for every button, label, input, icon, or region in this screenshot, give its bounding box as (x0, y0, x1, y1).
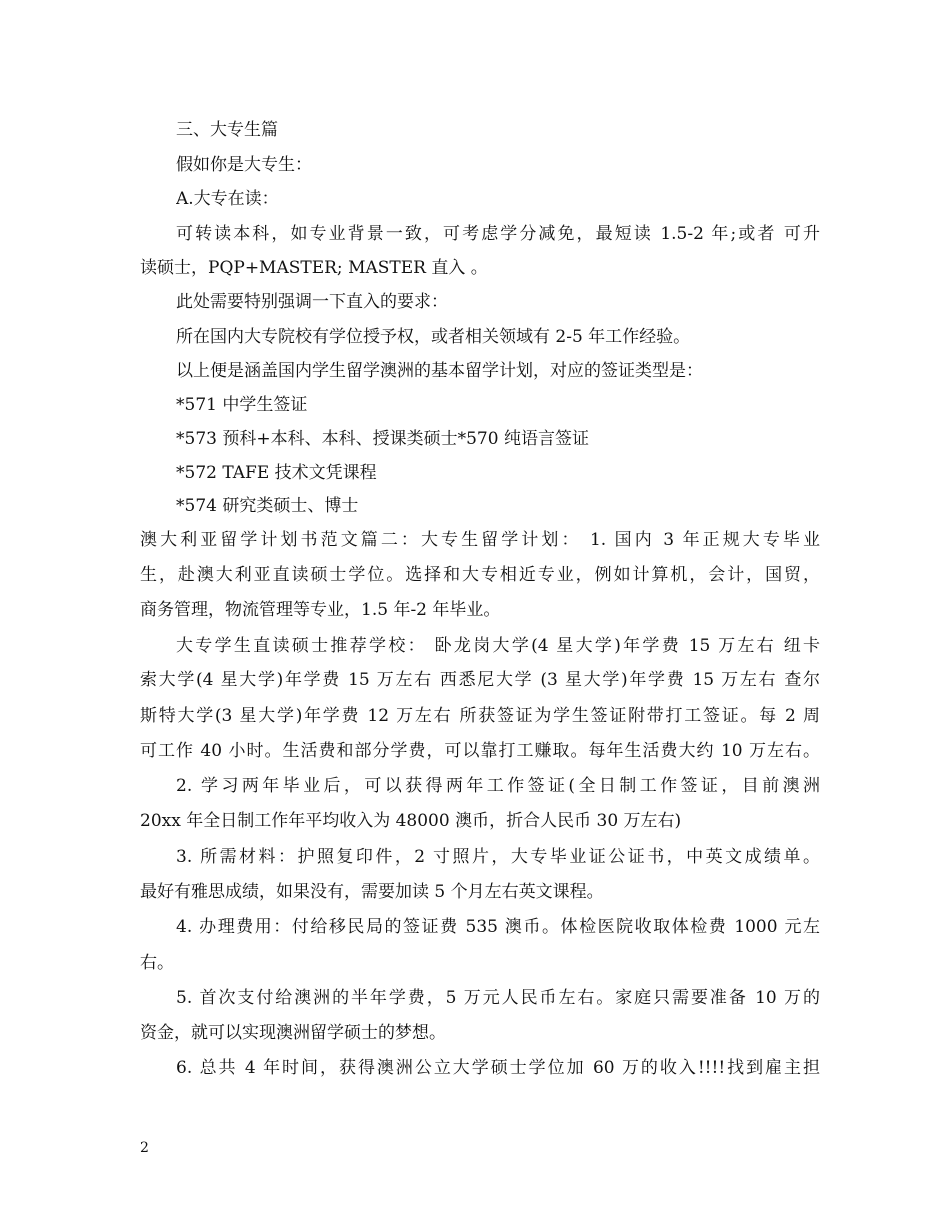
paragraph-line: 6. 总共 4 年时间，获得澳洲公立大学硕士学位加 60 万的收入!!!!找到雇主担 (176, 1058, 820, 1078)
paragraph-line: 最好有雅思成绩，如果没有，需要加读 5 个月左右英文课程。 (140, 882, 604, 902)
visa-list-item: *572 TAFE 技术文凭课程 (176, 463, 377, 483)
paragraph-line: 大专学生直读硕士推荐学校： 卧龙岗大学(4 星大学)年学费 15 万左右 纽卡 (176, 636, 820, 656)
paragraph-line: 所在国内大专院校有学位授予权，或者相关领域有 2-5 年工作经验。 (176, 327, 691, 347)
paragraph-line: 假如你是大专生： (176, 155, 312, 175)
paragraph-line: 读硕士，PQP+MASTER; MASTER 直入 。 (140, 258, 488, 278)
paragraph-line: 右。 (140, 953, 174, 973)
paragraph-line: 可转读本科，如专业背景一致，可考虑学分减免，最短读 1.5-2 年;或者 可升 (176, 224, 820, 244)
page-number: 2 (140, 1140, 149, 1156)
paragraph-line: 以上便是涵盖国内学生留学澳洲的基本留学计划，对应的签证类型是： (176, 361, 703, 381)
visa-list-item: *571 中学生签证 (176, 395, 308, 415)
paragraph-line: 20xx 年全日制工作年平均收入为 48000 澳币，折合人民币 30 万左右) (140, 811, 682, 831)
paragraph-line: 4. 办理费用：付给移民局的签证费 535 澳币。体检医院收取体检费 1000 元左 (176, 917, 820, 937)
paragraph-line: 商务管理，物流管理等专业，1.5 年-2 年毕业。 (140, 600, 501, 620)
visa-list-item: *574 研究类硕士、博士 (176, 496, 359, 516)
paragraph-line: 此处需要特别强调一下直入的要求： (176, 292, 448, 312)
visa-list-item: *573 预科+本科、本科、授课类硕士*570 纯语言签证 (176, 429, 589, 449)
paragraph-line: 3. 所需材料：护照复印件，2 寸照片，大专毕业证公证书，中英文成绩单。 (176, 847, 820, 867)
paragraph-line: 生，赴澳大利亚直读硕士学位。选择和大专相近专业，例如计算机，会计，国贸， (140, 565, 820, 585)
paragraph-line: 索大学(4 星大学)年学费 15 万左右 西悉尼大学 (3 星大学)年学费 15 万左右 查尔 (140, 670, 820, 690)
paragraph-line: 5. 首次支付给澳洲的半年学费，5 万元人民币左右。家庭只需要准备 10 万的 (176, 988, 820, 1008)
paragraph-line: 澳大利亚留学计划书范文篇二：大专生留学计划： 1. 国内 3 年正规大专毕业 (140, 530, 820, 550)
paragraph-line: 斯特大学(3 星大学)年学费 12 万左右 所获签证为学生签证附带打工签证。每 2 周 (140, 706, 820, 726)
paragraph-line: 可工作 40 小时。生活费和部分学费，可以靠打工赚取。每年生活费大约 10 万左右。 (140, 741, 820, 761)
paragraph-line: 2. 学习两年毕业后，可以获得两年工作签证(全日制工作签证，目前澳洲 (176, 776, 820, 796)
section-heading: 三、大专生篇 (176, 120, 278, 140)
paragraph-line: A.大专在读： (176, 189, 279, 209)
paragraph-line: 资金，就可以实现澳洲留学硕士的梦想。 (140, 1023, 446, 1043)
